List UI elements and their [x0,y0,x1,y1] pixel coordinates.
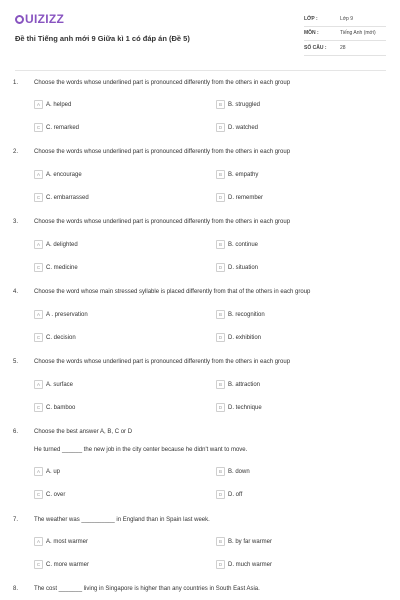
option-letter-box: B [216,380,225,389]
option-letter-box: D [216,123,225,132]
page-title: Đề thi Tiếng anh mới 9 Giữa kì 1 có đáp án (Đề 5) [15,34,190,43]
logo-q-icon [15,15,24,24]
option-label: C. more warmer [46,561,90,568]
option-label: B. empathy [228,171,259,178]
option-c[interactable] [34,193,89,202]
option-label: C. decision [46,334,76,341]
option-letter-box: B [216,100,225,109]
option-c[interactable] [34,560,89,569]
option-d[interactable] [216,123,258,132]
option-letter-box: A [34,467,43,476]
question-text: Choose the words whose underlined part is pronounced differently from the others in each group [34,80,291,86]
option-a[interactable] [34,380,73,389]
question-number: 7. [13,517,19,523]
option-label: B. recognition [228,311,265,318]
option-label: D. technique [228,404,262,411]
question-number: 2. [13,149,19,155]
option-b[interactable] [216,467,250,476]
option-letter-box: C [34,403,43,412]
option-label: D. exhibition [228,334,262,341]
option-a[interactable] [34,467,60,476]
option-label: D. off [228,491,243,498]
option-b[interactable] [216,240,258,249]
option-letter-box: A [34,380,43,389]
option-letter-box: D [216,333,225,342]
option-letter-box: D [216,263,225,272]
option-letter-box: A [34,537,43,546]
meta-value[interactable]: Lớp 9 [340,15,354,22]
option-label: D. watched [228,124,259,131]
option-label: C. bamboo [46,404,76,411]
question-number: 8. [13,586,19,592]
meta-value[interactable]: Tiếng Anh (mới) [340,30,376,37]
question-text: Choose the words whose underlined part is pronounced differently from the others in each group [34,149,291,155]
option-letter-box: C [34,490,43,499]
divider [15,70,386,71]
meta-label: LỚP : [304,15,318,22]
meta-row-class [304,12,386,27]
option-b[interactable] [216,380,260,389]
question-text: Choose the word whose main stressed syllable is placed differently from that of the others in each group [34,289,311,295]
question-text: Choose the words whose underlined part is pronounced differently from the others in each group [34,219,291,225]
option-label: B. continue [228,241,259,248]
option-label: A. helped [46,101,72,108]
meta-row-count [304,41,386,56]
option-letter-box: C [34,263,43,272]
option-label: C. medicine [46,264,78,271]
question-number: 1. [13,80,19,86]
option-label: B. by far warmer [228,538,273,545]
option-a[interactable] [34,537,88,546]
option-letter-box: B [216,310,225,319]
option-label: A . preservation [46,311,88,318]
meta-label: SỐ CÂU : [304,44,327,51]
option-a[interactable] [34,240,78,249]
option-label: B. struggled [228,101,261,108]
option-letter-box: B [216,537,225,546]
option-letter-box: C [34,193,43,202]
option-c[interactable] [34,263,78,272]
option-c[interactable] [34,333,76,342]
option-d[interactable] [216,193,263,202]
option-label: C. remarked [46,124,80,131]
option-letter-box: A [34,240,43,249]
option-label: A. most warmer [46,538,89,545]
option-label: D. much warmer [228,561,273,568]
option-letter-box: A [34,170,43,179]
option-d[interactable] [216,560,272,569]
question-number: 4. [13,289,19,295]
option-a[interactable] [34,100,71,109]
option-letter-box: B [216,170,225,179]
option-d[interactable] [216,490,242,499]
option-d[interactable] [216,403,262,412]
meta-row-subject [304,27,386,42]
quizizz-logo: UIZIZZ [15,12,64,26]
option-b[interactable] [216,310,265,319]
option-c[interactable] [34,403,75,412]
option-label: C. over [46,491,66,498]
option-letter-box: C [34,123,43,132]
option-b[interactable] [216,100,260,109]
option-letter-box: A [34,310,43,319]
option-label: A. surface [46,381,74,388]
option-letter-box: C [34,560,43,569]
document-header [0,0,400,70]
question-subtext: He turned ______ the new job in the city center because he didn't want to move. [34,447,248,453]
option-letter-box: D [216,490,225,499]
question-text: Choose the words whose underlined part is pronounced differently from the others in each group [34,359,291,365]
option-label: A. up [46,468,61,475]
option-letter-box: D [216,193,225,202]
option-letter-box: A [34,100,43,109]
option-letter-box: B [216,240,225,249]
option-b[interactable] [216,170,258,179]
question-number: 3. [13,219,19,225]
question-number: 5. [13,359,19,365]
option-b[interactable] [216,537,272,546]
option-a[interactable] [34,310,88,319]
option-label: D. situation [228,264,259,271]
option-c[interactable] [34,123,79,132]
question-text: The cost _______ living in Singapore is higher than any countries in South East Asia. [34,586,260,592]
question-number: 6. [13,429,19,435]
option-letter-box: D [216,403,225,412]
option-d[interactable] [216,333,261,342]
option-letter-box: D [216,560,225,569]
question-text: The weather was __________ in England than in Spain last week. [34,517,210,523]
meta-table [304,12,386,56]
option-label: A. delighted [46,241,78,248]
meta-value[interactable]: 28 [340,44,346,51]
option-letter-box: B [216,467,225,476]
option-label: B. attraction [228,381,261,388]
option-d[interactable] [216,263,258,272]
option-c[interactable] [34,490,65,499]
option-label: B. down [228,468,250,475]
option-label: C. embarrassed [46,194,89,201]
option-a[interactable] [34,170,82,179]
meta-label: MÔN : [304,30,319,37]
option-letter-box: C [34,333,43,342]
option-label: D. remember [228,194,264,201]
option-label: A. encourage [46,171,82,178]
question-text: Choose the best answer A, B, C or D [34,429,133,435]
